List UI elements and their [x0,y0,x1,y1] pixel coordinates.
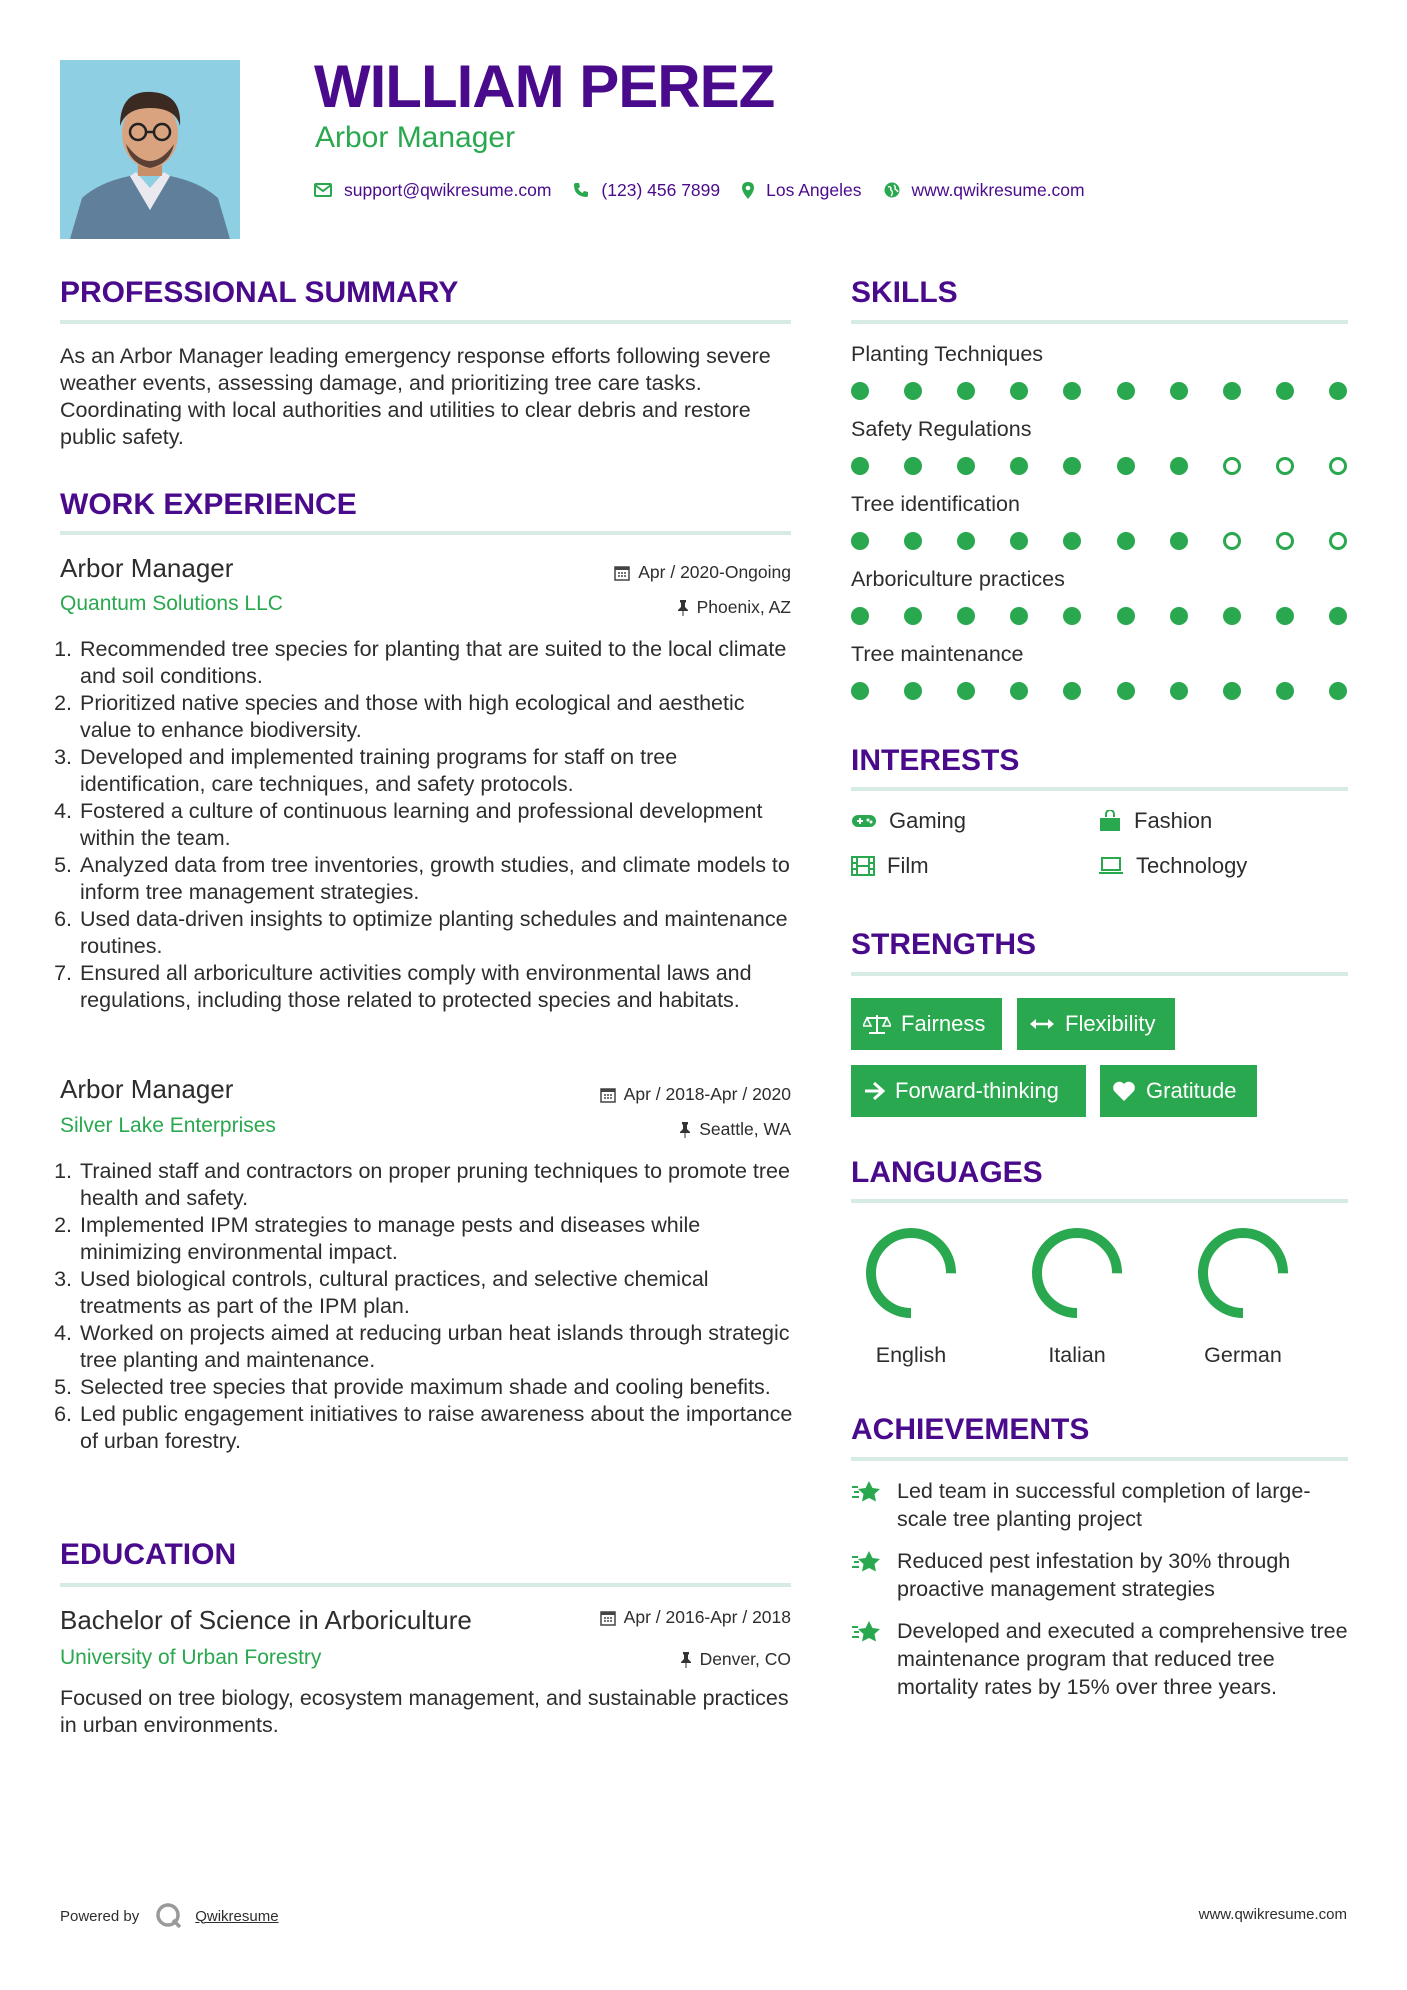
contact-website[interactable] [884,180,1085,201]
contact-phone[interactable] [573,180,720,201]
rating-dot-filled [851,532,869,550]
rating-dot-filled [904,457,922,475]
rating-dot-empty [1329,457,1347,475]
achievement-item: Reduced pest infestation by 30% through proactive management strategies [851,1547,1348,1603]
rating-dot-filled [1223,682,1241,700]
achievements-heading: ACHIEVEMENTS [851,1413,1090,1446]
skill-rating [851,682,1347,700]
interest-fashion: Fashion [1098,808,1212,834]
strength-forward-thinking: Forward-thinking [851,1065,1086,1117]
rating-dot-filled [1063,457,1081,475]
degree-title: Bachelor of Science in Arboriculture [60,1605,472,1635]
skill-rating [851,607,1347,625]
rating-dot-filled [1010,382,1028,400]
achievement-item: Led team in successful completion of large-scale tree planting project [851,1477,1348,1533]
rating-dot-filled [904,532,922,550]
list-item: 2. Prioritized native species and those with high ecological and aesthetic value to enhance biodiversity. [78,690,800,744]
list-item: 3. Developed and implemented training programs for staff on tree identification, care techniques, and safety protocols. [78,744,800,798]
rating-dot-filled [904,607,922,625]
list-item: 5. Analyzed data from tree inventories, growth studies, and climate models to inform tree management strategies. [78,852,800,906]
summary-heading: PROFESSIONAL SUMMARY [60,276,459,309]
envelope-icon [314,183,332,197]
rating-dot-filled [1223,607,1241,625]
rating-dot-filled [1170,457,1188,475]
phone-icon [573,182,589,198]
rating-dot-filled [1063,532,1081,550]
balance-scale-icon [863,1013,891,1035]
education-divider [60,1583,791,1587]
strengths-divider [851,972,1348,976]
rating-dot-filled [1276,607,1294,625]
skill-row [851,642,1348,717]
footer-powered-by: Powered by Qwikresume [60,1902,279,1930]
rating-dot-filled [957,682,975,700]
phone-text: (123) 456 7899 [601,179,721,200]
rating-dot-filled [1329,607,1347,625]
company-name: Silver Lake Enterprises [60,1114,276,1137]
job-dates: Apr / 2018-Apr / 2020 [600,1084,791,1105]
contact-email[interactable] [314,180,551,201]
list-item: 1. Trained staff and contractors on proper pruning techniques to promote tree health and safety. [78,1158,800,1212]
rating-dot-filled [1063,382,1081,400]
list-item: 1. Recommended tree species for planting that are suited to the local climate and soil conditions. [78,636,800,690]
rating-dot-filled [957,532,975,550]
rating-dot-filled [1117,532,1135,550]
rating-dot-filled [1329,682,1347,700]
list-item: 3. Used biological controls, cultural practices, and selective chemical treatments as part of the IPM plan. [78,1266,800,1320]
trophy-star-icon [851,1549,883,1577]
job-location: Phoenix, AZ [677,597,791,618]
languages-divider [851,1199,1348,1203]
skill-name: Arboriculture practices [851,567,1065,591]
language-proficiency-ring [1183,1218,1303,1328]
profile-photo [60,60,240,239]
interests-heading: INTERESTS [851,744,1020,777]
rating-dot-filled [904,682,922,700]
pin-icon [677,600,689,616]
job-title: Arbor Manager [60,1074,234,1104]
language-name: Italian [1048,1343,1106,1367]
rating-dot-filled [1010,532,1028,550]
rating-dot-filled [1276,682,1294,700]
education-dates: Apr / 2016-Apr / 2018 [600,1607,791,1628]
candidate-role: Arbor Manager [315,121,516,154]
footer-website[interactable]: www.qwikresume.com [1198,1906,1347,1923]
interests-divider [851,787,1348,791]
qwikresume-link[interactable]: Qwikresume [195,1907,279,1925]
contact-location [742,180,861,201]
language-name: English [875,1343,947,1367]
rating-dot-filled [1276,382,1294,400]
skill-name: Tree identification [851,492,1020,516]
list-item: 7. Ensured all arboriculture activities comply with environmental laws and regulations, including those related to protected species and habitats. [78,960,800,1014]
pin-icon [679,1122,691,1138]
rating-dot-empty [1276,457,1294,475]
strength-gratitude: Gratitude [1100,1065,1257,1117]
rating-dot-filled [851,382,869,400]
rating-dot-empty [1223,457,1241,475]
achievement-item: Developed and executed a comprehensive tree maintenance program that reduced tree mortality rates by 15% over three years. [851,1617,1348,1701]
website-text: www.qwikresume.com [911,179,1085,200]
rating-dot-filled [1117,382,1135,400]
list-item: 6. Led public engagement initiatives to raise awareness about the importance of urban forestry. [78,1401,800,1455]
rating-dot-filled [1010,457,1028,475]
strength-flexibility: Flexibility [1017,998,1175,1050]
language-proficiency-ring [851,1218,971,1328]
job-bullets [60,1158,800,1455]
heart-icon [1112,1080,1136,1102]
skills-list [851,342,1348,717]
rating-dot-filled [1170,607,1188,625]
experience-divider [60,531,791,535]
list-item: 4. Fostered a culture of continuous learning and professional development within the team. [78,798,800,852]
trophy-star-icon [851,1619,883,1647]
rating-dot-filled [1170,682,1188,700]
interest-film: Film [851,853,929,879]
skill-row [851,492,1348,567]
job-location: Seattle, WA [679,1119,791,1140]
candidate-name: WILLIAM PEREZ [314,53,775,120]
summary-divider [60,320,791,324]
arrows-horizontal-icon [1029,1017,1055,1031]
skill-name: Planting Techniques [851,342,1044,366]
languages-heading: LANGUAGES [851,1156,1043,1189]
list-item: 6. Used data-driven insights to optimize planting schedules and maintenance routines. [78,906,800,960]
rating-dot-filled [1010,607,1028,625]
rating-dot-filled [1063,682,1081,700]
rating-dot-filled [1170,532,1188,550]
rating-dot-filled [851,457,869,475]
rating-dot-filled [851,682,869,700]
qwikresume-logo-icon [155,1902,183,1930]
rating-dot-filled [957,607,975,625]
skills-divider [851,320,1348,324]
list-item: 4. Worked on projects aimed at reducing urban heat islands through strategic tree planting and maintenance. [78,1320,800,1374]
shopping-bag-icon [1098,810,1122,832]
proficiency-arc [871,1233,951,1313]
rating-dot-filled [1117,457,1135,475]
education-heading: EDUCATION [60,1538,237,1571]
list-item: 2. Implemented IPM strategies to manage pests and diseases while minimizing environmental impact. [78,1212,800,1266]
achievements-divider [851,1457,1348,1461]
rating-dot-filled [1010,682,1028,700]
skill-name: Tree maintenance [851,642,1024,666]
globe-icon [884,182,900,198]
gamepad-icon [851,813,877,829]
skill-row [851,342,1348,417]
language-item [851,1218,971,1368]
location-text: Los Angeles [766,179,862,200]
calendar-icon [614,565,630,581]
proficiency-arc [1037,1233,1117,1313]
rating-dot-empty [1223,532,1241,550]
language-item [1183,1218,1303,1368]
job-bullets [60,636,800,1014]
skill-rating [851,532,1347,550]
pin-icon [680,1652,692,1668]
job-dates: Apr / 2020-Ongoing [614,562,791,583]
rating-dot-filled [1117,682,1135,700]
languages-list [851,1218,1348,1378]
language-proficiency-ring [1017,1218,1137,1328]
strengths-heading: STRENGTHS [851,928,1037,961]
interest-gaming: Gaming [851,808,966,834]
education-description: Focused on tree biology, ecosystem management, and sustainable practices in urban environments. [60,1686,789,1737]
trophy-star-icon [851,1479,883,1507]
rating-dot-filled [1329,382,1347,400]
language-name: German [1204,1343,1282,1367]
skills-heading: SKILLS [851,276,958,309]
list-item: 5. Selected tree species that provide maximum shade and cooling benefits. [78,1374,800,1401]
skill-row [851,417,1348,492]
rating-dot-filled [1117,607,1135,625]
strength-fairness: Fairness [851,998,1002,1050]
skill-name: Safety Regulations [851,417,1032,441]
skill-rating [851,382,1347,400]
rating-dot-filled [1223,382,1241,400]
rating-dot-empty [1276,532,1294,550]
rating-dot-filled [904,382,922,400]
rating-dot-filled [1063,607,1081,625]
skill-rating [851,457,1347,475]
rating-dot-filled [1170,382,1188,400]
rating-dot-filled [851,607,869,625]
rating-dot-filled [957,457,975,475]
summary-text: As an Arbor Manager leading emergency response efforts following severe weather events, assessing damage, and prioritizing tree care tasks. Coordinating with local authorities and utilities to clear debris and restore public safety. [60,344,771,449]
email-text: support@qwikresume.com [344,179,552,200]
calendar-icon [600,1610,616,1626]
education-location: Denver, CO [680,1649,791,1670]
school-name: University of Urban Forestry [60,1646,322,1669]
language-item [1017,1218,1137,1368]
map-marker-icon [742,182,754,199]
rating-dot-filled [957,382,975,400]
proficiency-arc [1203,1233,1283,1313]
skill-row [851,567,1348,642]
calendar-icon [600,1087,616,1103]
contact-bar [314,176,1107,204]
job-title: Arbor Manager [60,553,234,583]
arrow-right-icon [863,1081,885,1101]
interest-technology: Technology [1098,853,1247,879]
laptop-icon [1098,857,1124,875]
rating-dot-empty [1329,532,1347,550]
film-icon [851,856,875,876]
company-name: Quantum Solutions LLC [60,592,283,615]
experience-heading: WORK EXPERIENCE [60,488,357,521]
